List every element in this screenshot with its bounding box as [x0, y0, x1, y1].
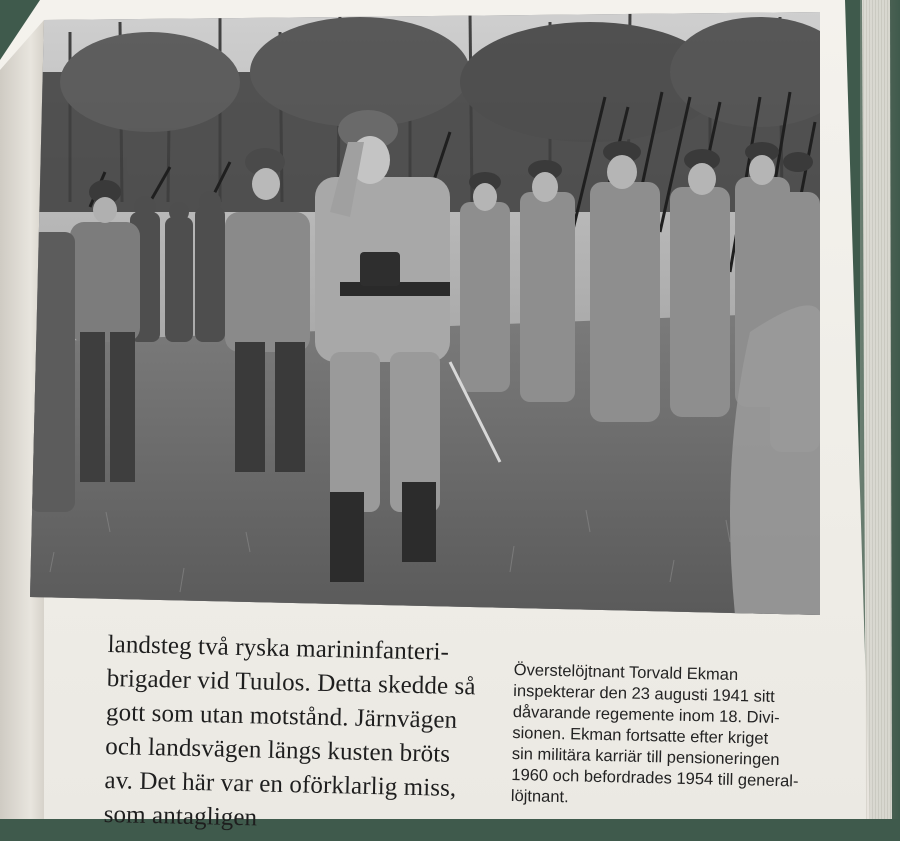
body-text-line: och landsvägen längs kusten bröts	[105, 732, 451, 768]
body-text-line: brigader vid Tuulos. Detta skedde så	[106, 664, 476, 701]
caption-line: Överstelöjtnant Torvald Ekman	[513, 660, 739, 685]
body-text-line: som antagligen	[103, 800, 258, 832]
body-text-column	[103, 628, 498, 841]
body-text-line: landsteg två ryska marininfanteri-	[107, 630, 450, 666]
photo-scene	[30, 12, 820, 615]
distant-soldiers	[130, 191, 225, 342]
caption-line: sin militära karriär till pensioneringen	[511, 744, 780, 770]
caption-line: inspekterar den 23 augusti 1941 sitt	[513, 681, 775, 706]
caption-line: 1960 och befordrades 1954 till general-	[511, 765, 799, 791]
body-text-line: av. Det här var en oförklarlig miss,	[104, 766, 457, 802]
caption-line: dåvarande regemente inom 18. Divi-	[512, 702, 780, 728]
archival-photograph	[30, 12, 820, 615]
body-text-line: gott som utan motstånd. Järnvägen	[105, 698, 458, 734]
caption-line: löjtnant.	[510, 786, 569, 807]
photo-caption	[511, 660, 844, 814]
caption-line: sionen. Ekman fortsatte efter kriget	[512, 723, 769, 748]
